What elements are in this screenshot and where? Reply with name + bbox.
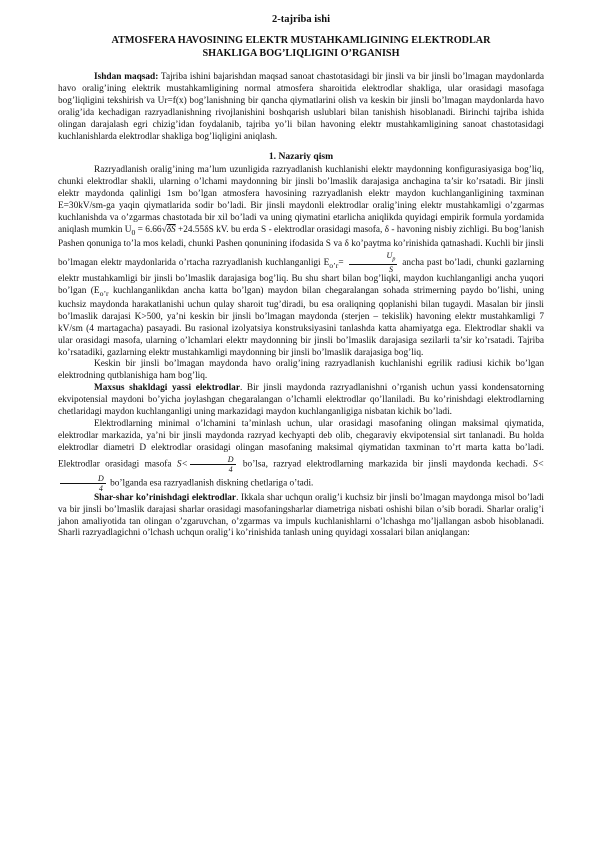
p1-sub-ort2: o’r bbox=[99, 289, 109, 298]
p1-text-b: = 6.66 bbox=[135, 224, 162, 235]
theory-paragraph-1 bbox=[58, 165, 544, 359]
p1-sub-ort: o’r bbox=[329, 260, 339, 270]
flat-electrodes-paragraph bbox=[58, 383, 544, 419]
p1-text-d: = bbox=[338, 257, 347, 268]
frac-denominator: S bbox=[388, 265, 393, 275]
p4-text-b: bo’lsa, razryad elektrodlarning markazida bir jinsli maydonda kechadi. bbox=[237, 459, 534, 470]
fraction-d-over-4: $\frac{D}{4}$ bbox=[190, 455, 236, 474]
fraction-up-over-s bbox=[349, 251, 398, 275]
lab-title: 2-tajriba ishi bbox=[271, 14, 331, 25]
p4-text-c: bo’lganda esa razryadlanish diskning chetlariga o’tadi. bbox=[107, 478, 314, 489]
section-title: 1. Nazariy qism bbox=[268, 151, 334, 163]
electrode-size-paragraph bbox=[58, 419, 544, 493]
p1-text-e: ancha past bo’ladi, chunki gazlarning elektr mustahkamligi bir jinsli bo’lmaslik darajasiga bog’liq. Bu shu shart bilan bog’liqki, maydon kuchlanganligi ancha yuqori bo’lgan (E bbox=[58, 257, 544, 297]
p4-inequality-lhs: S< bbox=[176, 459, 188, 470]
main-title-line2: SHAKLIGA BOG’LIQLIGINI O’RGANISH bbox=[202, 47, 400, 59]
frac-numerator: $U_p$ bbox=[349, 251, 398, 266]
sqrt-symbol: √ bbox=[161, 224, 167, 235]
flat-electrodes-label: Maxsus shakldagi yassi elektrodlar bbox=[94, 383, 240, 394]
sphere-electrodes-text: . Ikkala shar uchqun oralig’i kuchsiz bir jinsli bo’lmagan maydonga misol bo’ladi va bir jinsli bo’lmaslik darajasi sharlar orasidagi masofaningsharlar diametriga nisbati oshishi bilan o’sib boradi. Sharlar oralig’i jahon amaliyotida tan olingan o’zgaruvchan, o’zgarmas va impuls kuchlanishlarni o’lchashga mo’ljallangan asbob hisoblanadi. Sharli razryadlagichni o’lchash uchqun oralig’i ko’rinishida tanlash uning quyidagi xossalari bilan aniqlangan: bbox=[58, 492, 544, 539]
main-title-line1: ATMOSFERA HAVOSINING ELEKTR MUSTAHKAMLIGINING ELEKTRODLAR bbox=[111, 35, 491, 46]
main-title bbox=[58, 35, 544, 60]
theory-paragraph-2: Keskin bir jinsli bo’lmagan maydonda havo oralig’ining razryadlanish kuchlanishi egrilik radiusi kichik bo’lgan elektrodning qutblanishiga ham bog’liq. bbox=[58, 359, 544, 382]
p4-inequality-lhs2: S< bbox=[533, 459, 544, 470]
aim-paragraph bbox=[58, 72, 544, 143]
fraction-d-over-4-second: $\frac{D}{4}$ bbox=[60, 474, 106, 493]
aim-label: Ishdan maqsad: bbox=[94, 72, 159, 82]
sqrt-argument: δS bbox=[166, 224, 176, 235]
p1-text-a: Razryadlanish oralig’ining ma’lum uzunligida razryadlanish kuchlanishi elektr maydonning konfigurasiyasiga bog’liq, chunki elektrodlar shakli, ularning o’lchami maydonning bir jinsli bo’lmaslik darajasiga anchagina ta’sir ko’rsatadi. Bir jinsli elektr maydonda qalinligi 1sm bo’lgan atmosfera havosining razryadlanish elektr maydon kuchlanganligining taxminan E=30kV/sm-ga yaqin qiymatlarida sodir bo’ladi. Bir jinsli maydonli elektrodlar oralig’ining elektr mustahkamligi o’zgarmas kuchlanishda va o’zgarmas chastotada bir xil bo’ladi va uning qiymatini etarlicha aniqlikda quyidagi empirik formula yordamida aniqlash mumkin U bbox=[58, 165, 544, 235]
p4-text-a: Elektrodlarning minimal o’lchamini ta’minlash uchun, ular orasidagi masofaning olingan maksimal qiymatida, elektrodlar markazida, ya’ni bir jinsli maydonda razryad kechyapti deb olib, chegaraviy ekvipotensial sirt tanlanadi. Bu holda elektrodlar diametri D elektrodlar orasidagi olingan masofaning maksimal qiymatidan taxminan to’rt marta katta bo’ladi. Elektrodlar orasidagi masofa bbox=[58, 418, 544, 470]
p1-text-f: kuchlanganlikdan ancha katta bo’lgan) maydon bilan chegaralangan sohada strimerning paydo bo’lishi, uning kuchsiz maydonda harakatlanishi uchun qulay sharoit tug’diradi, bu esa oraliqning qoplanishi bilan tugaydi. Masalan bir jinsli bo’lmaslik darajasi K>500, ya’ni keskin bir jinsli bo’lmagan maydonda (sterjen – tekislik) havoning elektr mustahkamligi 7 kV/sm (4 martagacha) pasayadi. Bu rasional izolyatsiya konstruksiyasini tanlashda katta ahamiyatga ega. Elektrodlar shakli va ular orasidagi masofa, ularning o’lchamlari elektr maydonning bir jinsli bo’lmaslik darajasiga sezilarli ta’sir ko’rsatadi. Tajriba ko’rsatadiki, gazlarning elektr mustahkamligi maydonning bir jinsli bo’lmaslik darajasiga bog’liq. bbox=[58, 286, 545, 358]
p1-sub-0: 0 bbox=[131, 227, 136, 237]
aim-text: Tajriba ishini bajarishdan maqsad sanoat chastotasidagi bir jinsli va bir jinsli bo’lmagan maydonlarda havo oralig’ining elektrik mustahkamligining normal atmosfera sharoitida elektrodlar shakliga, ular orasidagi masofaga bog’liqligini tekshirish va Ur=f(x) bog’lanishning bir qancha qiymatlarini olish va keskin bir jinsli bo’lmagan maydonlarda havo oralig’ida kechadigan razryadlanishning rivojlanishini boshqarish uslublari bilan tanishish hisoblanadi. Birinchi tajriba ishida olingan darajalash egri chizig’idan foydalanib, tajriba yo’li bilan havoning elektr mustahkamligining sanoat chastotasidagi kuchlanishlarda elektrodlar shakliga bog’liqligini aniqlash. bbox=[58, 72, 544, 142]
document-page bbox=[58, 14, 544, 540]
sphere-electrodes-label: Shar-shar ko’rinishdagi elektrodlar bbox=[94, 492, 237, 503]
p1-text-c: +24.55δS kV. bu erda S - elektrodlar orasidagi masofa, δ - havoning nisbiy zichligi. Bu bog’lanish Pashen qonuniga to’la mos keladi, chunki Pashen qonunining ifodasida S va δ ko’paytma ko’rinishida qatnashadi. Kuchli bir jinsli bo’lmagan elektr maydonlarida o’rtacha razryadlanish kuchlanganligi E bbox=[58, 224, 544, 268]
flat-electrodes-text: . Bir jinsli maydonda razryadlanishni o’rganish uchun yassi kondensatorning ekvipotensial maydoni bo’yicha joylashgan chegaralangan o’lchamli elektrodlar qo’llaniladi. Bu ko’rinishdagi elektrodlarning chetlaridagi maydon kuchlanganligi uning markazidagi maydon kuchlanganligiga nisbatan kichik bo’ladi. bbox=[58, 383, 544, 418]
sphere-electrodes-paragraph bbox=[58, 493, 544, 541]
